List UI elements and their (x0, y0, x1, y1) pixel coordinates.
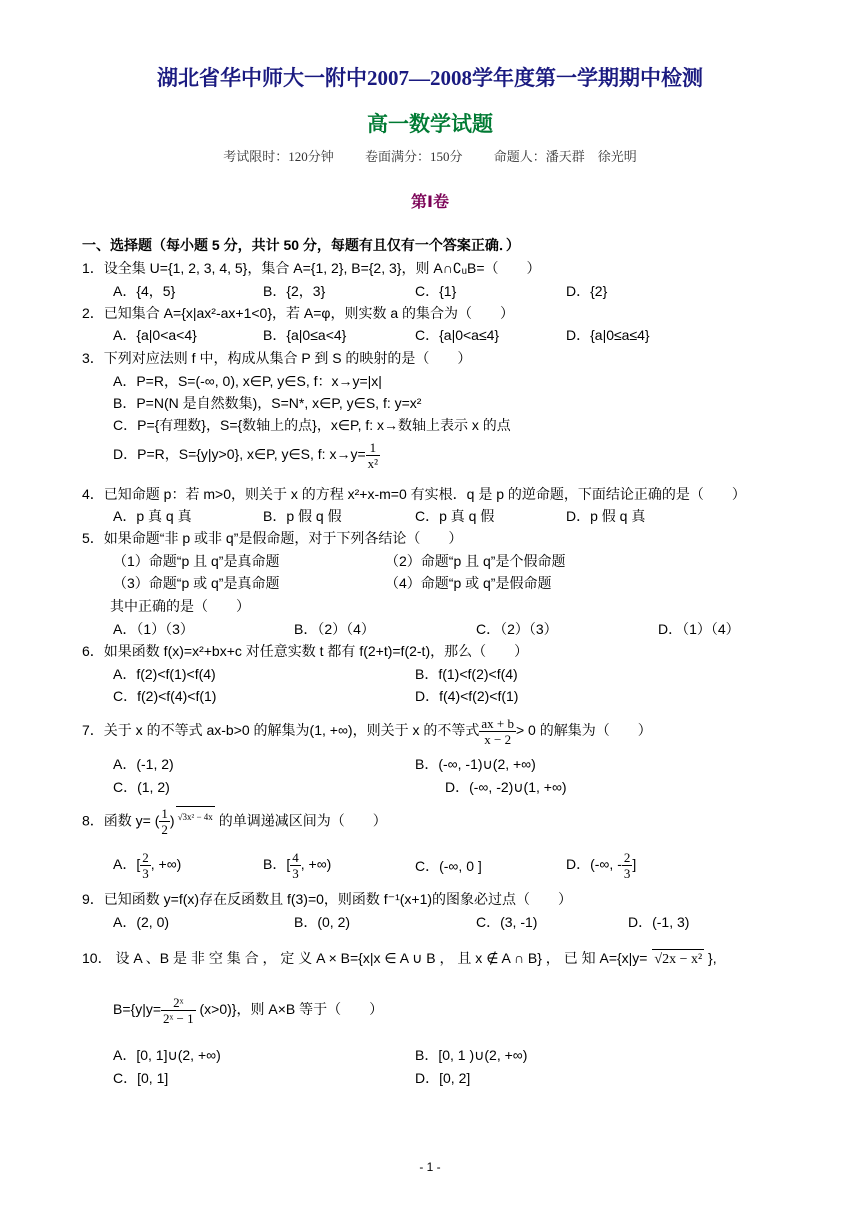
q5-stem: 5．如果命题“非 p 或非 q”是假命题，对于下列各结论（ ） (82, 530, 463, 546)
sqrt-symbol: √ (654, 952, 663, 967)
q8-b-post: , +∞) (300, 856, 332, 873)
fraction-numerator: 2 (623, 850, 631, 865)
q6-option-b: B．f(1)<f(2)<f(4) (415, 666, 518, 682)
q10-stem-post: }, (708, 950, 717, 966)
exam-subtitle: 高一数学试题 (367, 112, 493, 136)
q1-option-b: B．{2，3} (263, 283, 326, 299)
q7-option-d: D．(-∞, -2)∪(1, +∞) (445, 779, 567, 795)
q2-option-b: B．{a|0≤a<4} (263, 327, 347, 343)
q10-set-b (113, 995, 383, 1026)
q3-option-d-fraction (366, 440, 380, 471)
q7-option-c: C．(1, 2) (113, 779, 170, 795)
q4-option-a: A．p 真 q 真 (113, 508, 192, 524)
q6-option-a: A．f(2)<f(1)<f(4) (113, 666, 216, 682)
q7-fraction (479, 716, 516, 747)
q8-exponent: 3x² − 4x (182, 812, 213, 822)
q1-option-a: A．{4，5} (113, 283, 176, 299)
q5-option-a: A．（1）（3） (113, 621, 194, 637)
q8-stem (82, 806, 387, 837)
fraction-denominator: 2 (161, 822, 168, 838)
time-limit: 考试限时：120分钟 (223, 149, 334, 164)
q8-paren: ) (169, 812, 175, 829)
fraction-numerator: ax + b (481, 716, 514, 731)
q10-b-fraction (161, 995, 196, 1026)
q1-option-d: D．{2} (566, 283, 608, 299)
fraction-denominator: 3 (292, 866, 299, 881)
q7-stem-pre: 7．关于 x 的不等式 ax-b>0 的解集为(1, +∞)，则关于 x 的不等式 (82, 722, 480, 739)
q2-option-a: A．{a|0<a<4} (113, 327, 197, 343)
q8-a-fraction (140, 850, 151, 881)
q5-statement-3: （3）命题“p 或 q”是真命题 (113, 575, 280, 591)
q8-a-pre: A．[ (113, 856, 141, 873)
fraction-numerator: 2ˣ (161, 995, 196, 1011)
q6-option-c: C．f(2)<f(4)<f(1) (113, 688, 217, 704)
q8-d-post: ] (632, 856, 637, 873)
q10-option-a: A．[0, 1]∪(2, +∞) (113, 1047, 221, 1063)
q2-option-d: D．{a|0≤a≤4} (566, 327, 650, 343)
authors: 命题人：潘天群 徐光明 (493, 149, 637, 164)
q8-option-a (113, 850, 181, 881)
q10-option-c: C．[0, 1] (113, 1070, 169, 1086)
q3-option-a: A．P=R，S=(-∞, 0), x∈P, y∈S, f：x→y=|x| (113, 373, 382, 389)
q6-stem: 6．如果函数 f(x)=x²+bx+c 对任意实数 t 都有 f(2+t)=f(2-t)，那么（ ） (82, 643, 529, 659)
q4-option-d: D．p 假 q 真 (566, 508, 646, 524)
full-score: 卷面满分：150分 (364, 149, 463, 164)
q3-option-b: B．P=N(N 是自然数集)，S=N*, x∈P, y∈S, f: y=x² (113, 395, 422, 411)
q5-option-d: D．（1）（4） (658, 621, 740, 637)
fraction-numerator: 2 (142, 850, 149, 865)
fraction-numerator: 4 (292, 850, 299, 865)
q4-stem: 4．已知命题 p：若 m>0，则关于 x 的方程 x²+x-m=0 有实根．q 是 p 的逆命题，下面结论正确的是（ ） (82, 486, 746, 502)
q3-option-c: C．P={有理数}，S={数轴上的点}，x∈P, f: x→数轴上表示 x 的点 (113, 417, 511, 433)
q8-stem-post: 的单调递减区间为（ ） (218, 812, 387, 829)
exam-meta (0, 146, 860, 165)
q7-stem (82, 716, 652, 747)
q8-option-d (566, 850, 636, 881)
q7-option-b: B．(-∞, -1)∪(2, +∞) (415, 756, 536, 772)
q10-stem (82, 948, 717, 970)
q2-option-c: C．{a|0<a≤4} (415, 327, 500, 343)
q5-statement-1: （1）命题“p 且 q”是真命题 (113, 553, 280, 569)
page-number: - 1 - (419, 1160, 441, 1174)
q8-b-pre: B．[ (263, 856, 291, 873)
q5-option-c: C．（2）（3） (476, 621, 558, 637)
q10-option-d: D．[0, 2] (415, 1070, 471, 1086)
fraction-numerator: 1 (161, 806, 168, 822)
fraction-denominator: 3 (623, 866, 631, 881)
q10-sqrt-body: 2x − x² (662, 952, 703, 967)
q3-option-d-text: D．P=R，S={y|y>0}, x∈P, y∈S, f: x→y= (113, 446, 366, 463)
exam-title: 湖北省华中师大一附中2007—2008学年度第一学期期中检测 (157, 66, 703, 90)
q7-option-a: A．(-1, 2) (113, 756, 174, 772)
q5-tail: 其中正确的是（ ） (110, 598, 250, 614)
q10-b-pre: B={y|y= (113, 1001, 162, 1018)
q10-b-post: (x>0)}，则 A×B 等于（ ） (199, 1001, 384, 1018)
q10-sqrt (652, 949, 704, 970)
fraction-numerator: 1 (366, 440, 380, 456)
fraction-denominator: x² (367, 456, 379, 471)
q3-stem: 3．下列对应法则 f 中，构成从集合 P 到 S 的映射的是（ ） (82, 350, 472, 366)
q8-d-pre: D．(-∞, - (566, 856, 622, 873)
q9-option-c: C．(3, -1) (476, 914, 538, 930)
q8-a-post: , +∞) (150, 856, 182, 873)
q5-statement-4: （4）命题“p 或 q”是假命题 (385, 575, 552, 591)
q4-option-b: B．p 假 q 假 (263, 508, 342, 524)
q8-base-fraction (159, 806, 170, 837)
q8-stem-pre: 8．函数 y= ( (82, 812, 160, 829)
q9-option-a: A．(2, 0) (113, 914, 170, 930)
q6-option-d: D．f(4)<f(2)<f(1) (415, 688, 519, 704)
part1-heading: 一、选择题（每小题 5 分，共计 50 分，每题有且仅有一个答案正确．） (82, 237, 520, 253)
q9-option-d: D．(-1, 3) (628, 914, 690, 930)
section-title: 第Ⅰ卷 (411, 194, 449, 211)
q7-stem-post: > 0 的解集为（ ） (515, 722, 652, 739)
q8-option-c: C．(-∞, 0 ] (415, 858, 482, 874)
fraction-denominator: 2ˣ − 1 (163, 1011, 194, 1026)
q10-option-b: B．[0, 1 )∪(2, +∞) (415, 1047, 528, 1063)
q1-stem: 1．设全集 U={1, 2, 3, 4, 5}，集合 A={1, 2}, B={2, 3}，则 A∩∁ᵤB=（ ） (82, 260, 541, 276)
q2-stem: 2．已知集合 A={x|ax²-ax+1<0}，若 A=φ，则实数 a 的集合为（ ） (82, 305, 515, 321)
sqrt-symbol: √ (177, 812, 183, 822)
q10-stem-pre: 10． 设 A 、B 是 非 空 集 合 ， 定 义 A × B={x|x ∈ A ∪ B ， 且 x ∉ A ∩ B} ， 已 知 A={x|y= (82, 950, 648, 966)
q8-d-fraction (622, 850, 633, 881)
q3-option-d (113, 440, 380, 471)
q9-option-b: B．(0, 2) (294, 914, 351, 930)
q4-option-c: C．p 真 q 假 (415, 508, 495, 524)
q8-b-fraction (290, 850, 301, 881)
fraction-denominator: x − 2 (484, 732, 512, 747)
q8-exponent-sqrt (176, 806, 215, 827)
q5-statement-2: （2）命题“p 且 q”是个假命题 (385, 553, 566, 569)
q1-option-c: C．{1} (415, 283, 457, 299)
q9-stem: 9．已知函数 y=f(x)存在反函数且 f(3)=0，则函数 f⁻¹(x+1)的图象必过点（ ） (82, 891, 573, 907)
fraction-denominator: 3 (142, 866, 149, 881)
q5-option-b: B．（2）（4） (294, 621, 375, 637)
q8-option-b (263, 850, 331, 881)
